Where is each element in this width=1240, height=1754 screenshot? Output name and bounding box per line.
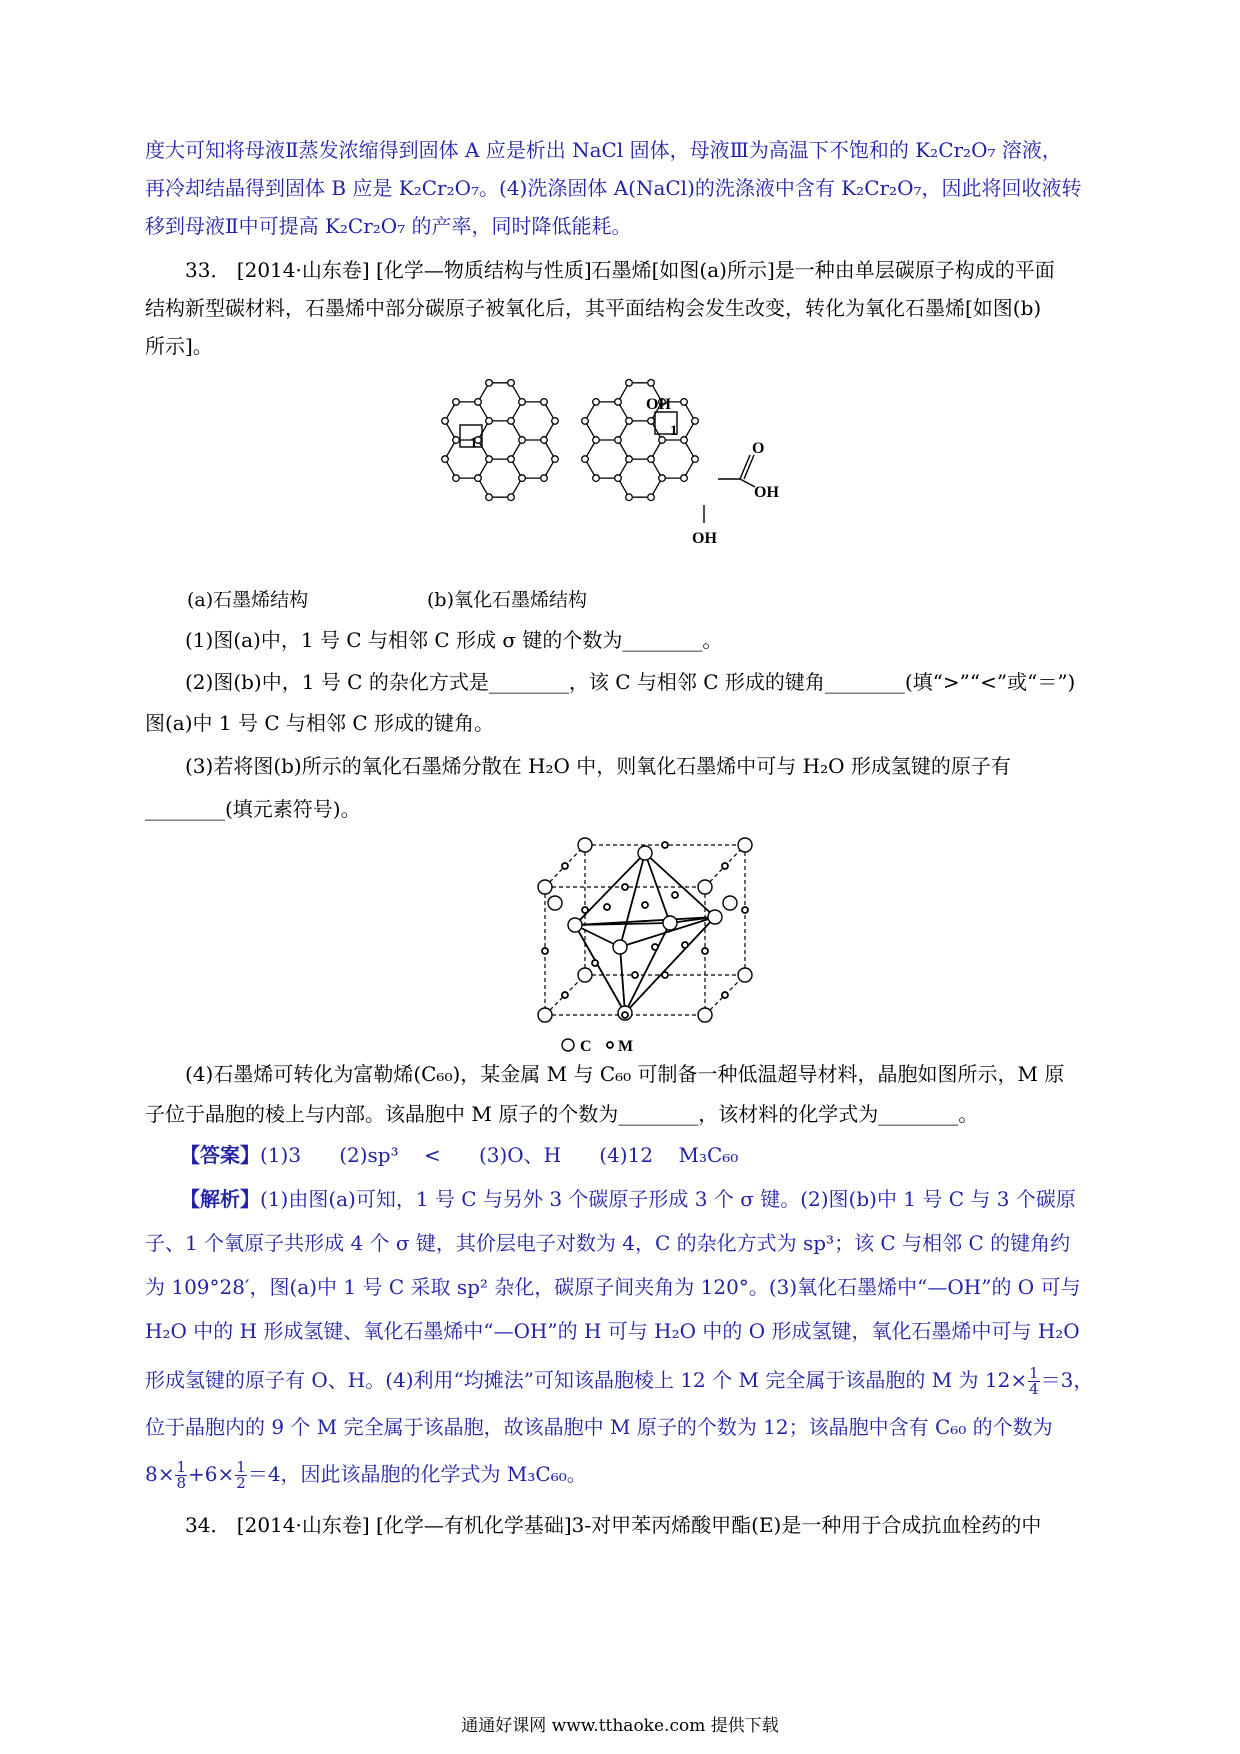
metal-atom xyxy=(742,907,748,913)
carbon-atom xyxy=(626,456,633,463)
metal-atom xyxy=(642,902,648,908)
carbon-atom xyxy=(648,456,655,463)
carbon-atom xyxy=(486,418,493,425)
c60-atom xyxy=(613,940,627,954)
fraction-numerator: 1 xyxy=(176,1458,187,1476)
fraction-denominator: 4 xyxy=(1029,1380,1039,1398)
fraction-1-2 xyxy=(235,1460,247,1491)
metal-atom xyxy=(562,863,568,869)
carbon-atom xyxy=(453,475,460,482)
text-line: ________(填元素符号)。 xyxy=(145,797,361,821)
c60-atom xyxy=(638,846,652,860)
carbon-atom xyxy=(519,399,526,406)
metal-atom xyxy=(662,972,668,978)
c60-atom xyxy=(663,916,677,930)
carbon-1-label-a: 1 xyxy=(470,435,478,451)
question-33-title: 33． [2014·山东卷] [化学—物质结构与性质]石墨烯[如图(a)所示]是一种由单层碳原子构成的平面 xyxy=(185,258,1055,282)
caption-b: (b)氧化石墨烯结构 xyxy=(427,589,587,611)
carbon-atom xyxy=(541,475,548,482)
carbon-atom xyxy=(508,456,515,463)
analysis-text: 8× xyxy=(145,1462,175,1486)
text-line: 图(a)中 1 号 C 与相邻 C 形成的键角。 xyxy=(145,711,495,735)
c60-atom xyxy=(568,918,582,932)
c60-atom xyxy=(548,896,562,910)
question-34-title: 34． [2014·山东卷] [化学—有机化学基础]3-对甲苯丙烯酸甲酯(E)是一种用于合成抗血栓药的中 xyxy=(185,1513,1042,1537)
legend-m-label: M xyxy=(618,1038,634,1055)
carbon-atom xyxy=(519,437,526,444)
fraction-1-4 xyxy=(1028,1366,1040,1397)
c60-atom xyxy=(698,880,712,894)
metal-atom xyxy=(702,948,708,954)
metal-atom xyxy=(562,992,568,998)
analysis-text: (1)由图(a)可知，1 号 C 与另外 3 个碳原子形成 3 个 σ 键。(2)图(b)中 1 号 C 与 3 个碳原 xyxy=(260,1187,1076,1211)
carbon-atom xyxy=(508,418,515,425)
carbon-atom xyxy=(453,399,460,406)
analysis-line-2: 子、1 个氧原子共形成 4 个 σ 键，其价层电子对数为 4，C 的杂化方式为 sp³；该 C 与相邻 C 的键角约 xyxy=(145,1231,1071,1255)
c60-atom xyxy=(723,896,737,910)
carbon-atom xyxy=(519,475,526,482)
carbon-atom xyxy=(582,456,589,463)
answer-line xyxy=(180,1140,738,1170)
text-line: 度大可知将母液Ⅱ蒸发浓缩得到固体 A 应是析出 NaCl 固体，母液Ⅲ为高温下不饱和的 K₂Cr₂O₇ 溶液， xyxy=(145,138,1062,162)
metal-atom xyxy=(592,960,598,966)
carbon-atom xyxy=(648,418,655,425)
carbon-atom xyxy=(615,399,622,406)
carbon-atom xyxy=(615,475,622,482)
analysis-line-1 xyxy=(180,1184,1107,1214)
carbon-1-label-b: 1 xyxy=(670,423,678,439)
metal-atom xyxy=(682,942,688,948)
carbon-atom xyxy=(692,418,699,425)
c60-atom xyxy=(578,968,592,982)
carbon-atom xyxy=(593,399,600,406)
carbon-atom xyxy=(508,494,515,501)
carbon-atom xyxy=(453,437,460,444)
oxygen-label: O xyxy=(752,440,765,457)
carbon-atom xyxy=(541,399,548,406)
fraction-numerator: 1 xyxy=(1029,1364,1039,1382)
carbon-atom xyxy=(626,494,633,501)
text-line: 结构新型碳材料，石墨烯中部分碳原子被氧化后，其平面结构会发生改变，转化为氧化石墨烯[如图(b) xyxy=(145,296,1042,320)
carbon-atom xyxy=(582,418,589,425)
carbon-atom xyxy=(486,494,493,501)
carbon-atom xyxy=(486,456,493,463)
metal-atom xyxy=(604,904,610,910)
c60-atom xyxy=(538,1008,552,1022)
subquestion-1: (1)图(a)中，1 号 C 与相邻 C 形成 σ 键的个数为________。 xyxy=(185,628,723,652)
graphene-figure xyxy=(420,365,880,565)
legend-c-label: C xyxy=(580,1038,592,1055)
fraction-numerator: 1 xyxy=(236,1458,246,1476)
carbon-atom xyxy=(648,380,655,387)
metal-atom xyxy=(722,992,728,998)
c60-atom xyxy=(738,968,752,982)
oh-label-bottom: OH xyxy=(692,530,717,547)
text-line: 所示]。 xyxy=(145,334,213,358)
text-line: 子位于晶胞的棱上与内部。该晶胞中 M 原子的个数为________，该材料的化学式为________。 xyxy=(145,1102,979,1126)
answer-text: (1)3 (2)sp³ < (3)O、H (4)12 M₃C₆₀ xyxy=(260,1143,739,1167)
subquestion-3: (3)若将图(b)所示的氧化石墨烯分散在 H₂O 中，则氧化石墨烯中可与 H₂O 形成氢键的原子有 xyxy=(185,754,1011,778)
c60-atom xyxy=(738,838,752,852)
analysis-label: 【解析】 xyxy=(180,1187,260,1211)
carbon-atom xyxy=(615,437,622,444)
metal-atom xyxy=(672,892,678,898)
text-line: 再冷却结晶得到固体 B 应是 K₂Cr₂O₇。(4)洗涤固体 A(NaCl)的洗涤液中含有 K₂Cr₂O₇，因此将回收液转 xyxy=(145,176,1082,200)
carbon-atom xyxy=(541,437,548,444)
metal-atom xyxy=(622,1012,628,1018)
fraction-1-8 xyxy=(175,1460,187,1491)
oh-label-right: OH xyxy=(754,484,779,501)
carbon-atom xyxy=(552,456,559,463)
analysis-line-5 xyxy=(145,1360,1093,1400)
analysis-text: ＝4，因此该晶胞的化学式为 M₃C₆₀。 xyxy=(247,1462,587,1486)
metal-atom xyxy=(632,972,638,978)
analysis-text: 形成氢键的原子有 O、H。(4)利用“均摊法”可知该晶胞棱上 12 个 M 完全属于该晶胞的 M 为 12× xyxy=(145,1368,1028,1392)
analysis-line-4: H₂O 中的 H 形成氢键、氧化石墨烯中“—OH”的 H 可与 H₂O 中的 O 形成氢键，氧化石墨烯中可与 H₂O xyxy=(145,1319,1080,1343)
legend-c-symbol xyxy=(562,1039,574,1051)
carbon-atom xyxy=(626,380,633,387)
carbon-atom xyxy=(593,437,600,444)
carbon-atom xyxy=(681,399,688,406)
caption-a: (a)石墨烯结构 xyxy=(187,589,309,611)
text-line: 移到母液Ⅱ中可提高 K₂Cr₂O₇ 的产率，同时降低能耗。 xyxy=(145,214,632,238)
carbon-atom xyxy=(593,475,600,482)
carbon-atom xyxy=(659,437,666,444)
carbon-atom xyxy=(681,475,688,482)
c60-atom xyxy=(538,880,552,894)
footer: 通通好课网 www.tthaoke.com 提供下载 xyxy=(461,1716,779,1736)
c60-atom xyxy=(578,838,592,852)
metal-atom xyxy=(652,944,658,950)
metal-atom xyxy=(542,948,548,954)
subquestion-2: (2)图(b)中，1 号 C 的杂化方式是________，该 C 与相邻 C 形成的键角________(填“>”“<”或“＝”) xyxy=(185,670,1076,694)
metal-atom xyxy=(582,907,588,913)
analysis-line-3: 为 109°28′，图(a)中 1 号 C 采取 sp² 杂化，碳原子间夹角为 120°。(3)氧化石墨烯中“—OH”的 O 可与 xyxy=(145,1275,1081,1299)
analysis-text: ＝3， xyxy=(1040,1368,1094,1392)
crystal-cell-figure xyxy=(525,835,765,1055)
c60-atom xyxy=(708,910,722,924)
carbon-atom xyxy=(475,399,482,406)
carbon-atom xyxy=(648,494,655,501)
carbon-atom xyxy=(552,418,559,425)
subquestion-4: (4)石墨烯可转化为富勒烯(C₆₀)，某金属 M 与 C₆₀ 可制备一种低温超导材料，晶胞如图所示，M 原 xyxy=(185,1062,1065,1086)
c60-atoms xyxy=(538,838,752,1022)
carbon-atom xyxy=(442,418,449,425)
metal-atom xyxy=(662,842,668,848)
graphene-oxide-b-structure xyxy=(582,380,699,501)
c60-atom xyxy=(698,1008,712,1022)
answer-label: 【答案】 xyxy=(180,1143,260,1167)
metal-atom xyxy=(622,884,628,890)
analysis-line-7 xyxy=(145,1454,587,1494)
carbon-atom xyxy=(692,456,699,463)
carbon-atom xyxy=(486,380,493,387)
analysis-text: +6× xyxy=(188,1462,235,1486)
carbon-atom xyxy=(508,380,515,387)
carbon-atom xyxy=(681,437,688,444)
analysis-line-6: 位于晶胞内的 9 个 M 完全属于该晶胞，故该晶胞中 M 原子的个数为 12；该晶胞中含有 C₆₀ 的个数为 xyxy=(145,1415,1053,1439)
carbon-atom xyxy=(626,418,633,425)
fraction-denominator: 8 xyxy=(176,1474,187,1492)
oh-label-top: OH xyxy=(646,396,671,413)
fraction-denominator: 2 xyxy=(236,1474,246,1492)
graphene-a-structure xyxy=(442,380,559,501)
legend-m-symbol xyxy=(607,1042,613,1048)
carbon-atom xyxy=(659,475,666,482)
carbon-atom xyxy=(475,475,482,482)
metal-atom xyxy=(722,863,728,869)
carbon-atom xyxy=(442,456,449,463)
